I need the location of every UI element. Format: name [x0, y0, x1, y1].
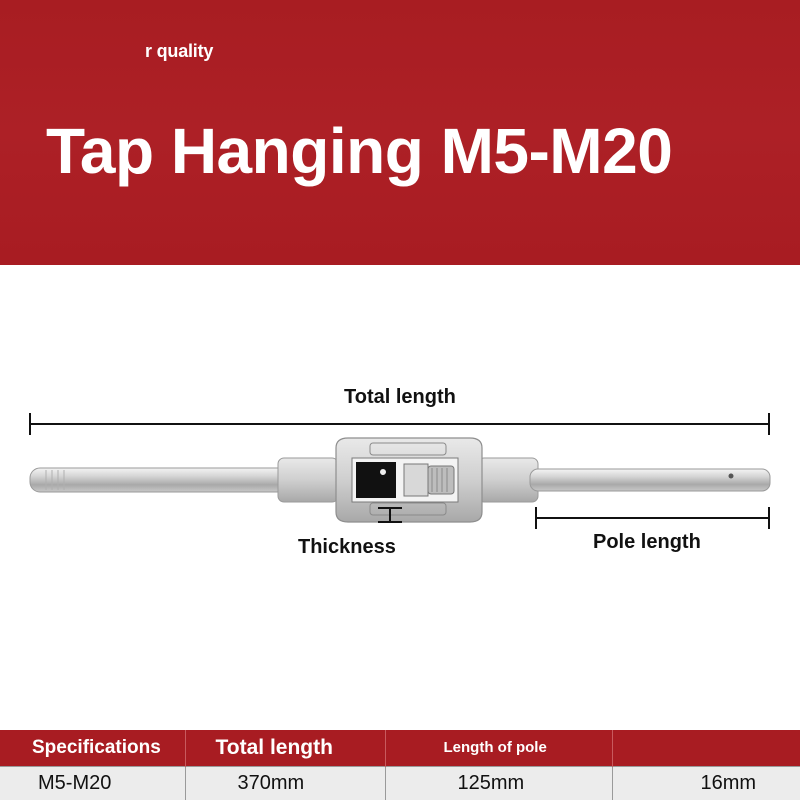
cell-specification: M5-M20 — [0, 766, 185, 800]
header-length-of-pole: Length of pole — [385, 730, 612, 766]
table-row — [0, 766, 800, 800]
header-empty — [612, 730, 800, 766]
total-length-label: Total length — [344, 386, 456, 408]
pole-length-tick-left — [535, 507, 537, 529]
right-pole — [530, 469, 770, 491]
total-length-line — [30, 423, 770, 425]
header-banner — [0, 0, 800, 265]
thickness-label: Thickness — [298, 536, 396, 558]
specifications-table — [0, 730, 800, 800]
left-handle — [30, 468, 290, 492]
banner-subtitle: r quality — [145, 41, 214, 61]
tap-wrench-image — [0, 430, 800, 530]
pole-length-tick-right — [768, 507, 770, 529]
table-header-row — [0, 730, 800, 766]
pole-length-label: Pole length — [593, 531, 701, 553]
cell-total-length: 370mm — [185, 766, 385, 800]
product-title: Tap Hanging M5-M20 — [46, 115, 673, 187]
cell-thickness: 16mm — [612, 766, 800, 800]
thickness-marker-bottom — [378, 521, 402, 523]
header-total-length: Total length — [185, 730, 385, 766]
pole-length-line — [536, 517, 770, 519]
header-specifications: Specifications — [0, 730, 185, 766]
cell-pole-length: 125mm — [385, 766, 612, 800]
